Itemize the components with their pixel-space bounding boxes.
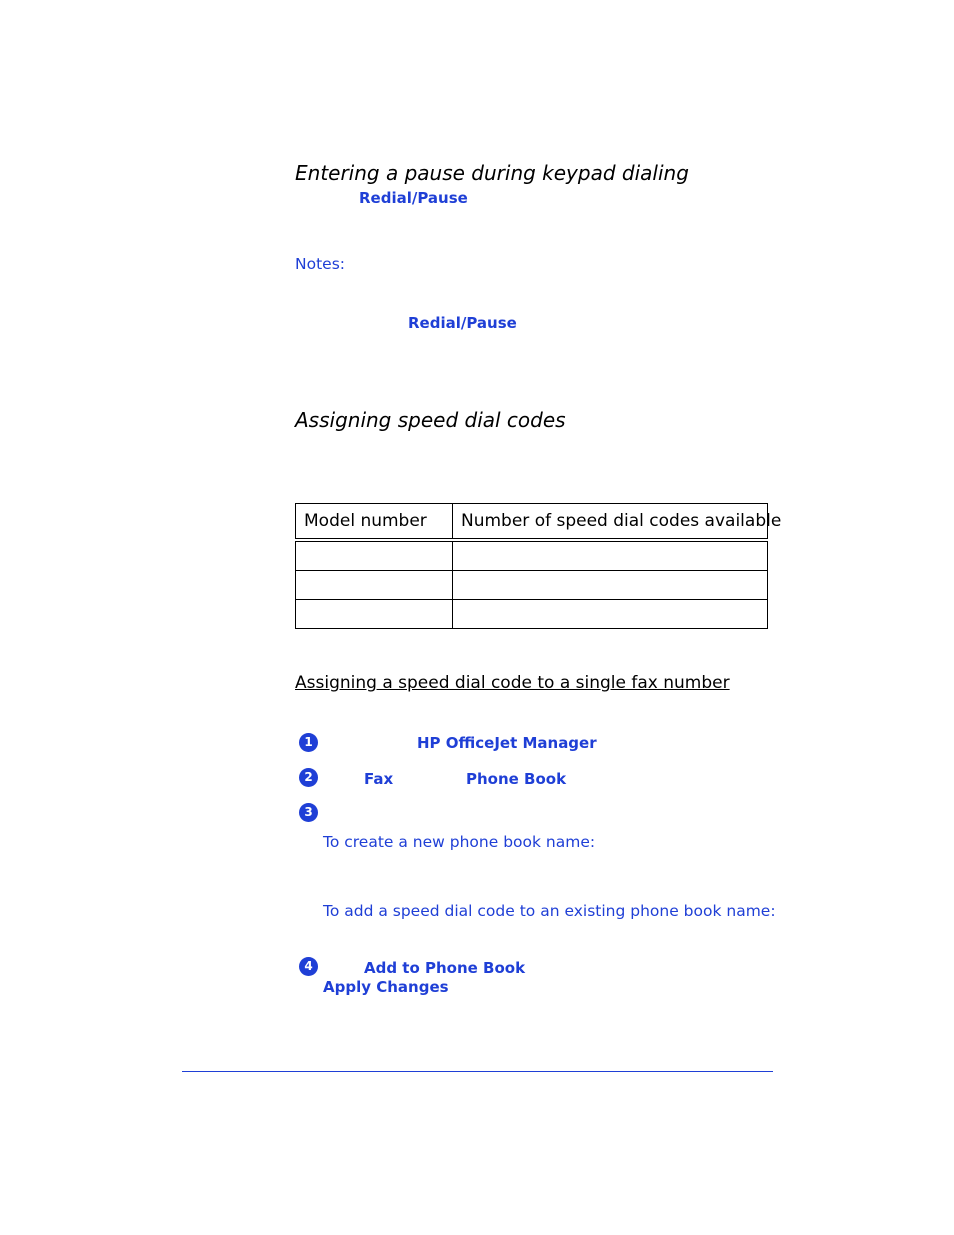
table-cell	[296, 571, 453, 600]
speed-dial-heading: Assigning speed dial codes	[295, 408, 566, 432]
step-3-add-existing-label: To add a speed dial code to an existing phone book name:	[323, 902, 776, 920]
notes-label: Notes:	[295, 255, 345, 273]
footer-divider	[182, 1071, 773, 1072]
pause-heading: Entering a pause during keypad dialing	[295, 161, 689, 185]
table-cell	[453, 540, 768, 571]
header-speed-dial-count: Number of speed dial codes available	[453, 504, 768, 541]
step-1-number-icon: 1	[299, 733, 318, 752]
redial-pause-label: Redial/Pause	[359, 189, 468, 207]
step-1-hp-officejet-manager: HP OfficeJet Manager	[417, 734, 597, 752]
table-row	[296, 571, 768, 600]
step-2-phone-book: Phone Book	[466, 770, 567, 788]
procedure-heading: Assigning a speed dial code to a single fax number	[295, 673, 730, 693]
step-4-add-to-phone-book: Add to Phone Book	[364, 959, 526, 977]
table-cell	[453, 571, 768, 600]
step-3-number-icon: 3	[299, 803, 318, 822]
table-header-row	[296, 504, 768, 541]
step-3-create-new-label: To create a new phone book name:	[323, 833, 596, 851]
step-2-fax: Fax	[364, 770, 394, 788]
notes-redial-pause-label: Redial/Pause	[408, 314, 517, 332]
step-4-number-icon: 4	[299, 957, 318, 976]
table-cell	[296, 540, 453, 571]
step-2-number-icon: 2	[299, 768, 318, 787]
table-cell	[453, 600, 768, 629]
speed-dial-table	[295, 503, 782, 629]
table-cell	[296, 600, 453, 629]
header-model-number: Model number	[296, 504, 453, 541]
step-4-apply-changes: Apply Changes	[323, 978, 449, 996]
table-row	[296, 600, 768, 629]
table-row	[296, 540, 768, 571]
